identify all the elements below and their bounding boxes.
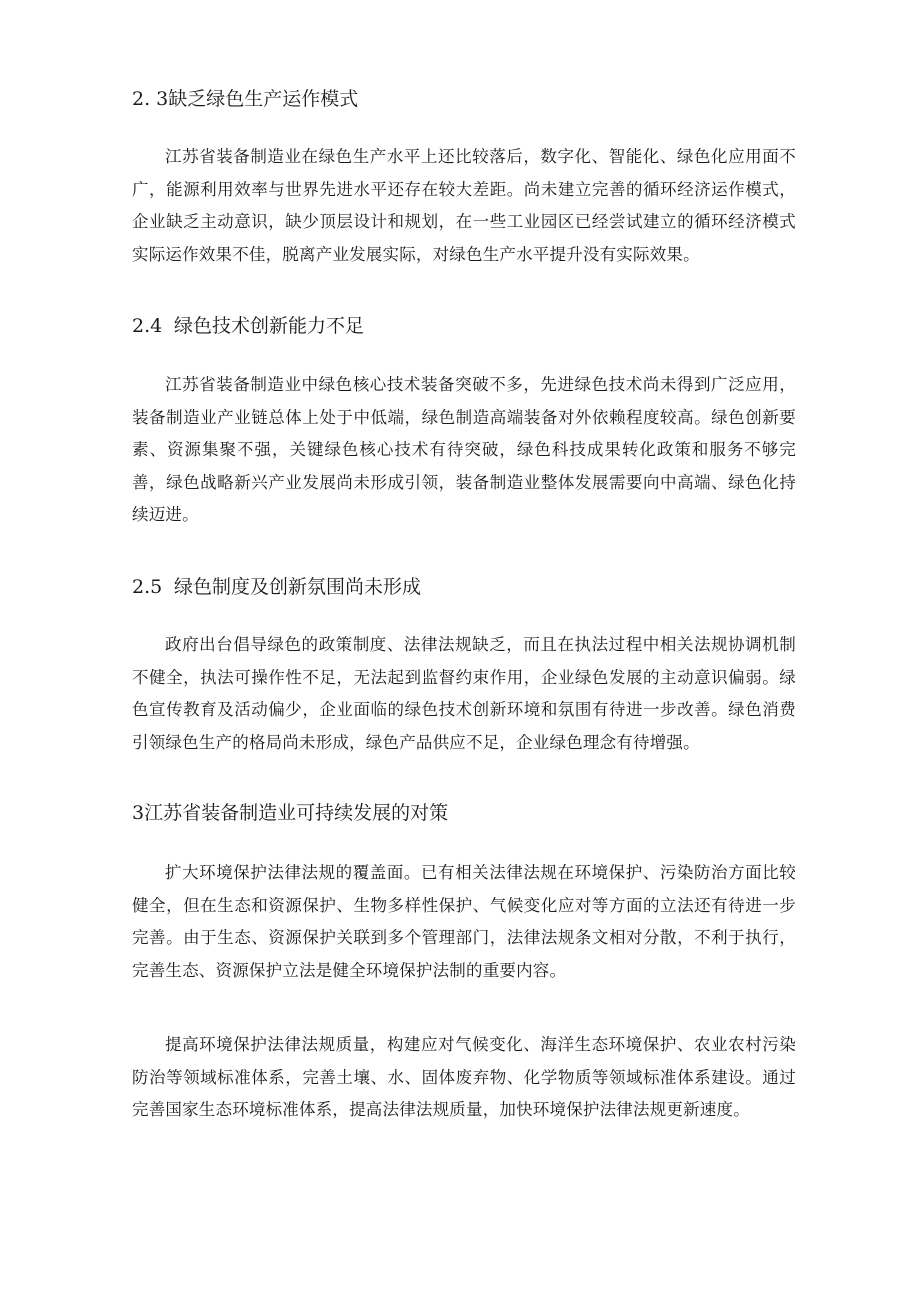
heading-text: 绿色制度及创新氛围尚未形成	[174, 576, 422, 598]
heading-text: 缺乏绿色生产运作模式	[168, 88, 359, 110]
heading-text: 江苏省装备制造业可持续发展的对策	[144, 802, 449, 824]
paragraph-3-2: 提高环境保护法律法规质量，构建应对气候变化、海洋生态环境保护、农业农村污染防治等领域标准体系，完善土壤、水、固体废弃物、化学物质等领域标准体系建设。通过完善国家生态环境标准体系，提高法律法规质量，加快环境保护法律法规更新速度。	[132, 1035, 796, 1120]
heading-number: 3	[132, 802, 145, 824]
heading-text: 绿色技术创新能力不足	[174, 315, 365, 337]
section-heading-2-5	[132, 574, 792, 600]
section-heading-3	[132, 800, 792, 826]
paragraph-2-4: 江苏省装备制造业中绿色核心技术装备突破不多，先进绿色技术尚未得到广泛应用，装备制造业产业链总体上处于中低端，绿色制造高端装备对外依赖程度较高。绿色创新要素、资源集聚不强，关键绿色核心技术有待突破，绿色科技成果转化政策和服务不够完善，绿色战略新兴产业发展尚未形成引领，装备制造业整体发展需要向中高端、绿色化持续迈进。	[132, 375, 796, 525]
section-heading-2-4	[132, 313, 792, 339]
heading-number: 2.5	[132, 576, 163, 598]
heading-number: 2.4	[132, 315, 163, 337]
paragraph-2-3: 江苏省装备制造业在绿色生产水平上还比较落后，数字化、智能化、绿色化应用面不广，能源利用效率与世界先进水平还存在较大差距。尚未建立完善的循环经济运作模式，企业缺乏主动意识，缺少顶层设计和规划，在一些工业园区已经尝试建立的循环经济模式实际运作效果不佳，脱离产业发展实际，对绿色生产水平提升没有实际效果。	[132, 147, 796, 264]
paragraph-2-5: 政府出台倡导绿色的政策制度、法律法规缺乏，而且在执法过程中相关法规协调机制不健全，执法可操作性不足，无法起到监督约束作用，企业绿色发展的主动意识偏弱。绿色宣传教育及活动偏少，企业面临的绿色技术创新环境和氛围有待进一步改善。绿色消费引领绿色生产的格局尚未形成，绿色产品供应不足，企业绿色理念有待增强。	[132, 635, 796, 752]
paragraph-3-1: 扩大环境保护法律法规的覆盖面。已有相关法律法规在环境保护、污染防治方面比较健全，但在生态和资源保护、生物多样性保护、气候变化应对等方面的立法还有待进一步完善。由于生态、资源保护关联到多个管理部门，法律法规条文相对分散，不利于执行，完善生态、资源保护立法是健全环境保护法制的重要内容。	[132, 863, 796, 980]
heading-number: 2. 3	[132, 88, 169, 110]
section-heading-2-3	[132, 86, 792, 112]
